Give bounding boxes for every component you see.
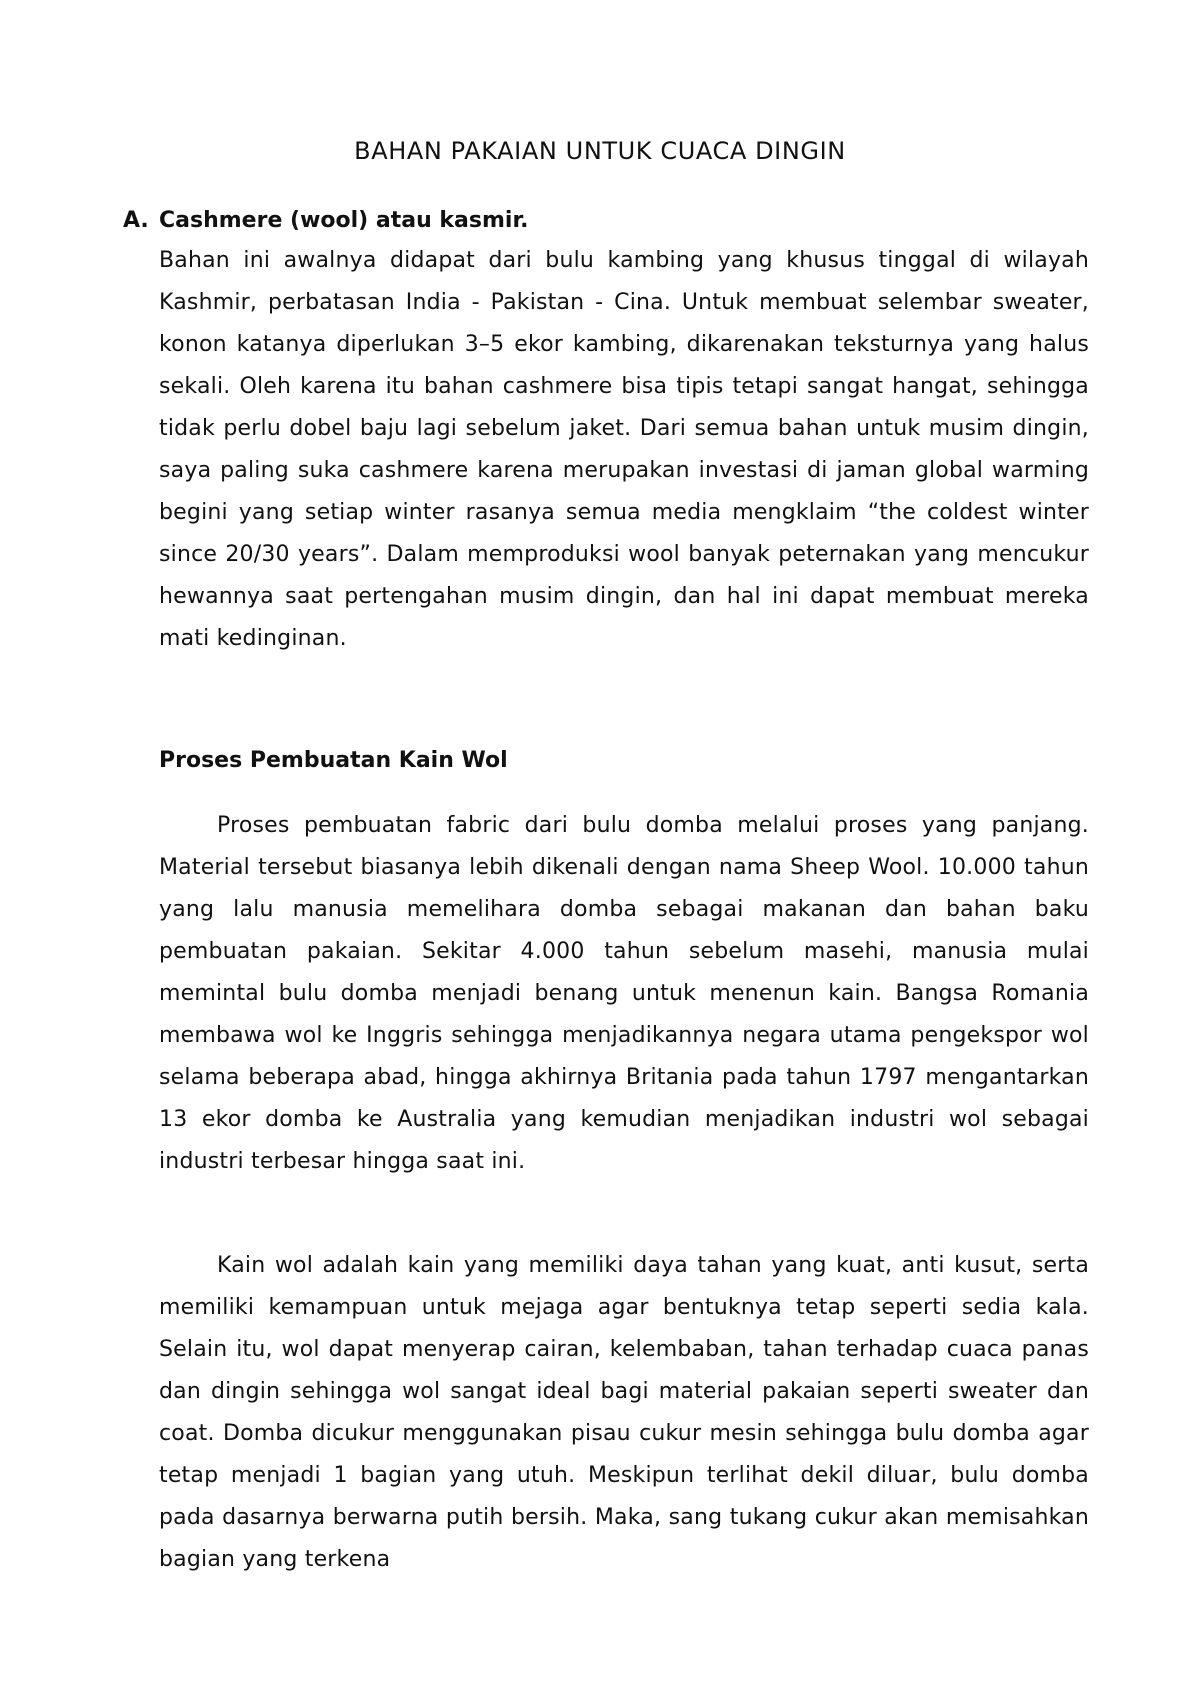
section-a-marker: A.	[123, 208, 149, 233]
subsection-paragraph-1: Proses pembuatan fabric dari bulu domba melalui proses yang panjang. Material tersebut biasanya lebih dikenali dengan nama Sheep Wool. 10.000 tahun yang lalu manusia memelihara domba sebagai makanan dan bahan baku pembuatan pakaian. Sekitar 4.000 tahun sebelum masehi, manusia mulai memintal bulu domba menjadi benang untuk menenun kain. Bangsa Romania membawa wol ke Inggris sehingga menjadikannya negara utama pengekspor wol selama beberapa abad, hingga akhirnya Britania pada tahun 1797 mengantarkan 13 ekor domba ke Australia yang kemudian menjadikan industri wol sebagai industri terbesar hingga saat ini.	[159, 813, 1089, 1174]
subsection-paragraph-2: Kain wol adalah kain yang memiliki daya tahan yang kuat, anti kusut, serta memiliki kemampuan untuk mejaga agar bentuknya tetap seperti sedia kala. Selain itu, wol dapat menyerap cairan, kelembaban, tahan terhadap cuaca panas dan dingin sehingga wol sangat ideal bagi material pakaian seperti sweater dan coat. Domba dicukur menggunakan pisau cukur mesin sehingga bulu domba agar tetap menjadi 1 bagian yang utuh. Meskipun terlihat dekil diluar, bulu domba pada dasarnya berwarna putih bersih. Maka, sang tukang cukur akan memisahkan bagian yang terkena	[159, 1253, 1089, 1572]
section-a-heading-text: Cashmere (wool) atau kasmir.	[159, 208, 529, 233]
section-a-heading	[123, 208, 529, 233]
section-a-paragraph: Bahan ini awalnya didapat dari bulu kambing yang khusus tinggal di wilayah Kashmir, perbatasan India - Pakistan - Cina. Untuk membuat selembar sweater, konon katanya diperlukan 3–5 ekor kambing, dikarenakan teksturnya yang halus sekali. Oleh karena itu bahan cashmere bisa tipis tetapi sangat hangat, sehingga tidak perlu dobel baju lagi sebelum jaket. Dari semua bahan untuk musim dingin, saya paling suka cashmere karena merupakan investasi di jaman global warming begini yang setiap winter rasanya semua media mengklaim “the coldest winter since 20/30 years”. Dalam memproduksi wool banyak peternakan yang mencukur hewannya saat pertengahan musim dingin, dan hal ini dapat membuat mereka mati kedinginan.	[159, 248, 1089, 651]
document-title: BAHAN PAKAIAN UNTUK CUACA DINGIN	[354, 137, 846, 165]
subsection-heading: Proses Pembuatan Kain Wol	[159, 748, 508, 773]
